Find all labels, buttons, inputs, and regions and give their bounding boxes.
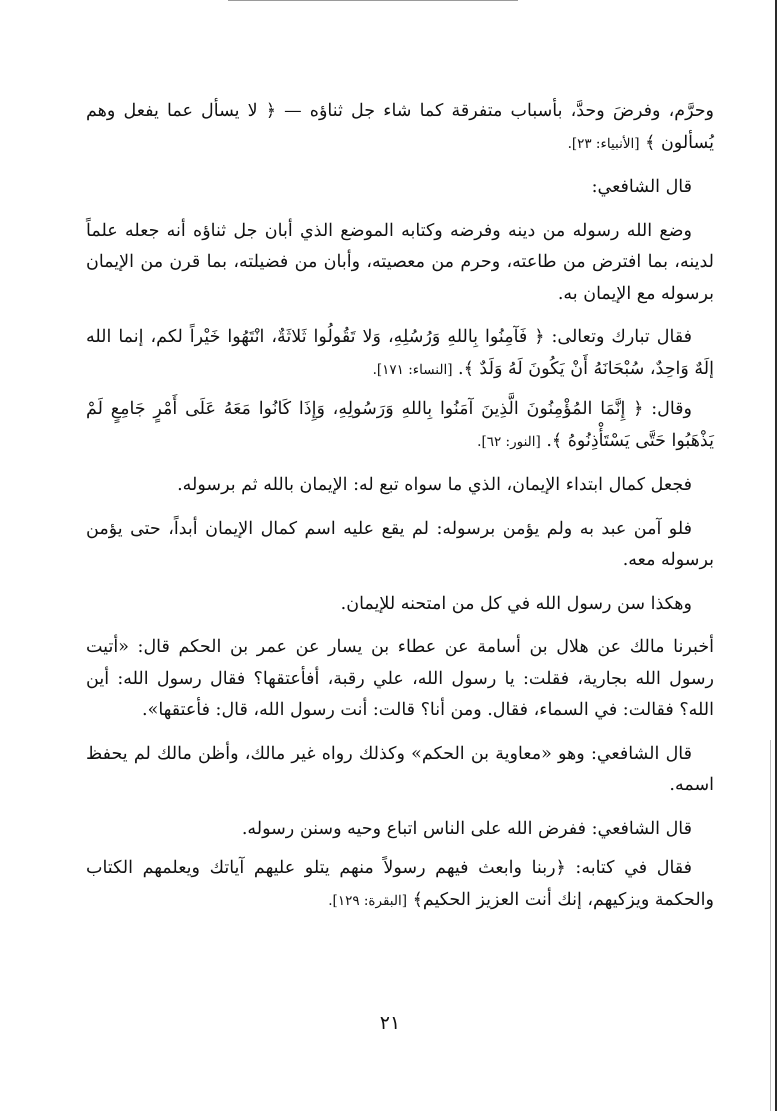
paragraph: قال الشافعي: وهو «معاوية بن الحكم» وكذلك رواه غير مالك، وأظن مالك لم يحفظ اسمه. — [86, 743, 714, 795]
verse-reference: [البقرة: ١٢٩]. — [328, 892, 407, 909]
paragraph — [86, 322, 714, 386]
page-number: ٢١ — [379, 1012, 401, 1034]
paragraph-heading: قال الشافعي: — [591, 177, 692, 197]
paragraph-text: وقال: ﴿ إِنَّمَا المُؤْمِنُونَ الَّذِينَ آمَنُوا بِاللهِ وَرَسُولِهِ، وَإِذَا كَانُوا مَعَهُ عَلَى أَمْرٍ جَامِعٍ لَمْ يَذْهَبُوا حَتَّى يَسْتَأْذِنُوهُ ﴾. — [86, 399, 714, 451]
paragraph-text: فقال في كتابه: ﴿ربنا وابعث فيهم رسولاً منهم يتلو عليهم آياتك ويعلمهم الكتاب والحكمة ويزكيهم، إنك أنت العزيز الحكيم﴾ — [86, 858, 714, 910]
paragraph: أخبرنا مالك عن هلال بن أسامة عن عطاء بن يسار عن عمر بن الحكم قال: «أتيت رسول الله بجارية، فقلت: يا رسول الله، علي رقبة، أفأعتقها؟ فقال رسول الله: أين الله؟ فقالت: في السماء، فقال. ومن أنا؟ قالت: أنت رسول الله، قال: فأعتقها». — [86, 637, 714, 720]
paragraph: وضع الله رسوله من دينه وفرضه وكتابه الموضع الذي أبان جل ثناؤه أنه جعله علماً لدينه، بما افترض من طاعته، وحرم من معصيته، وأبان من فضيلته، بما قرن من الإيمان برسوله مع الإيمان به. — [86, 220, 714, 304]
paragraph — [86, 96, 714, 160]
page-edge-line — [775, 0, 777, 1111]
verse-reference: [الأنبياء: ٢٣]. — [567, 135, 640, 152]
paragraph — [86, 853, 714, 917]
paragraph: قال الشافعي: ففرض الله على الناس اتباع وحيه وسنن رسوله. — [241, 818, 692, 839]
paragraph-text: فقال تبارك وتعالى: ﴿ فَآمِنُوا بِاللهِ وَرُسُلِهِ، وَلا تَقُولُوا ثَلاثَةٌ، انْتَهُوا خَيْراً لكم، إنما الله إلَهٌ وَاحِدٌ، سُبْحَانَهُ أَنْ يَكُونَ لَهُ وَلَدٌ ﴾. — [86, 327, 714, 379]
page-edge-line-inner — [770, 740, 771, 1111]
body-text — [86, 96, 714, 925]
paragraph-text: وحرَّم، وفرضَ وحدَّ، بأسباب متفرقة كما شاء جل ثناؤه — ﴿ لا يسأل عما يفعل وهم يُسألون ﴾ — [86, 101, 714, 153]
verse-reference: [النور: ٦٢]. — [477, 433, 541, 450]
top-rule — [228, 0, 518, 1]
paragraph: فلو آمن عبد به ولم يؤمن برسوله: لم يقع عليه اسم كمال الإيمان أبداً، حتى يؤمن برسوله معه. — [86, 518, 714, 570]
verse-reference: [النساء: ١٧١]. — [372, 361, 453, 378]
paragraph: فجعل كمال ابتداء الإيمان، الذي ما سواه تبع له: الإيمان بالله ثم برسوله. — [177, 475, 692, 495]
paragraph — [86, 394, 714, 458]
paragraph: وهكذا سن رسول الله في كل من امتحنه للإيمان. — [340, 593, 692, 614]
